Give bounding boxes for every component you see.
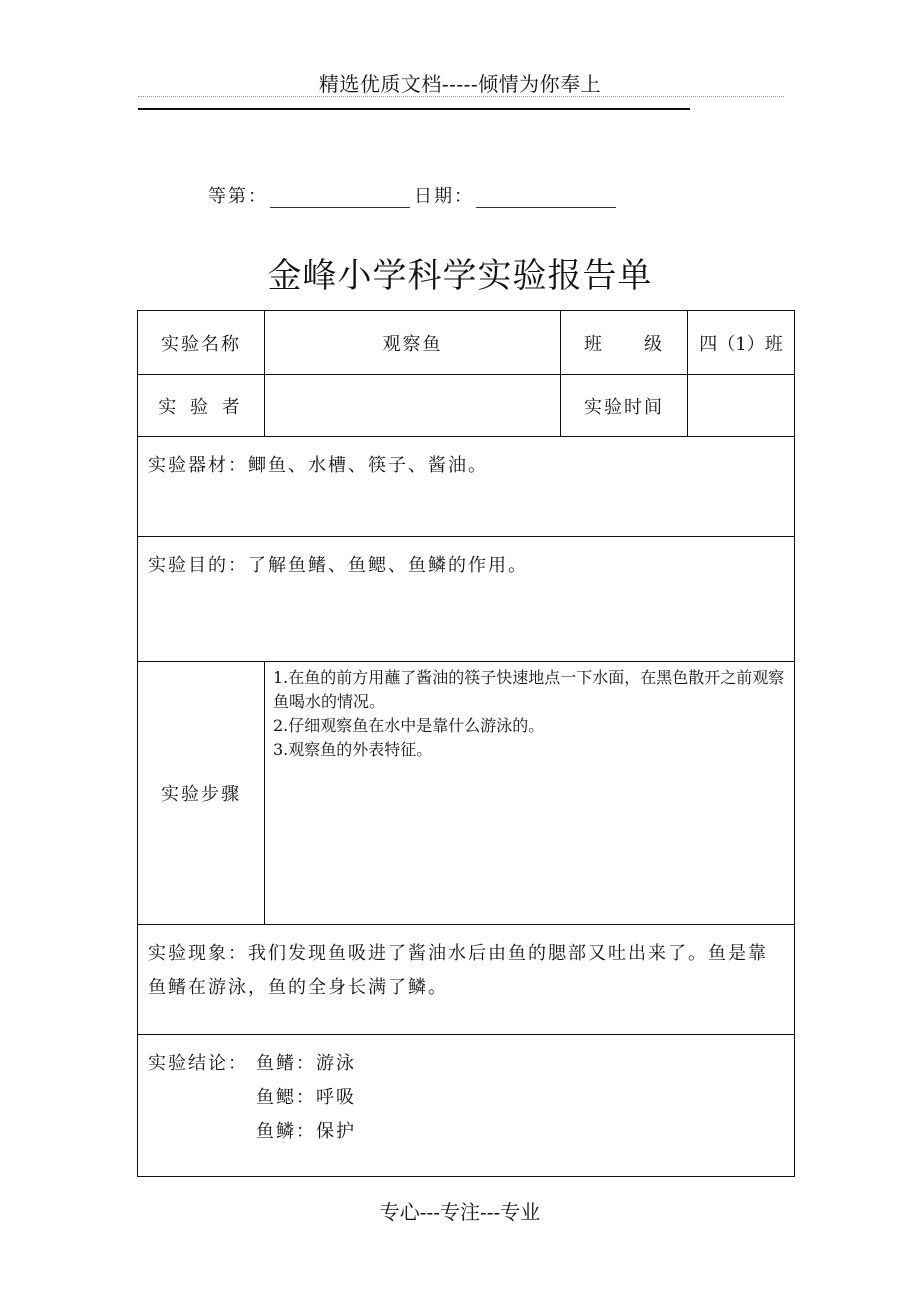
phenomenon-text: 实验现象：我们发现鱼吸进了酱油水后由鱼的腮部又吐出来了。鱼是靠鱼鳍在游泳，鱼的全身长满了鳞。 — [138, 925, 795, 1035]
conclusion-item: 鱼鳃：呼吸 — [256, 1087, 356, 1108]
report-table — [137, 310, 795, 1177]
conclusion-cell — [138, 1035, 795, 1177]
class-value: 四（1）班 — [688, 311, 795, 375]
materials-text: 实验器材：鲫鱼、水槽、筷子、酱油。 — [138, 437, 795, 537]
row-conclusion — [138, 1035, 795, 1177]
conclusion-line — [148, 1115, 786, 1149]
experiment-time-label: 实验时间 — [561, 375, 688, 437]
date-blank[interactable] — [476, 187, 616, 208]
experiment-name-label: 实验名称 — [138, 311, 265, 375]
conclusion-label: 实验结论： — [148, 1053, 248, 1074]
step-item: 2.仔细观察鱼在水中是靠什么游泳的。 — [273, 716, 545, 735]
conclusion-item: 鱼鳞：保护 — [256, 1121, 356, 1142]
experiment-name-value: 观察鱼 — [265, 311, 561, 375]
row-experimenter-time — [138, 375, 795, 437]
page-header: 精选优质文档-----倾情为你奉上 — [318, 72, 602, 96]
purpose-text: 实验目的：了解鱼鳍、鱼鳃、鱼鳞的作用。 — [138, 537, 795, 662]
row-steps — [138, 662, 795, 925]
grade-label: 等第： — [208, 186, 268, 207]
steps-content — [265, 662, 795, 925]
report-title: 金峰小学科学实验报告单 — [267, 256, 653, 296]
date-label: 日期： — [414, 186, 474, 207]
steps-label: 实验步骤 — [138, 662, 265, 925]
step-item: 1.在鱼的前方用蘸了酱油的筷子快速地点一下水面，在黑色散开之前观察鱼喝水的情况。 — [273, 668, 785, 711]
header-solid-rule — [138, 108, 690, 110]
conclusion-line — [148, 1081, 786, 1115]
grade-date-row — [208, 182, 620, 208]
class-label: 班 级 — [561, 311, 688, 375]
conclusion-item: 鱼鳍：游泳 — [256, 1053, 356, 1074]
step-item: 3.观察鱼的外表特征。 — [273, 740, 433, 759]
grade-blank[interactable] — [270, 187, 410, 208]
experimenter-label: 实 验 者 — [138, 375, 265, 437]
experiment-time-value — [688, 375, 795, 437]
row-materials — [138, 437, 795, 537]
conclusion-line — [148, 1047, 786, 1081]
row-name-class — [138, 311, 795, 375]
row-purpose — [138, 537, 795, 662]
row-phenomenon — [138, 925, 795, 1035]
page-footer: 专心---专注---专业 — [379, 1200, 541, 1224]
experimenter-value — [265, 375, 561, 437]
header-dotted-rule — [138, 96, 784, 97]
